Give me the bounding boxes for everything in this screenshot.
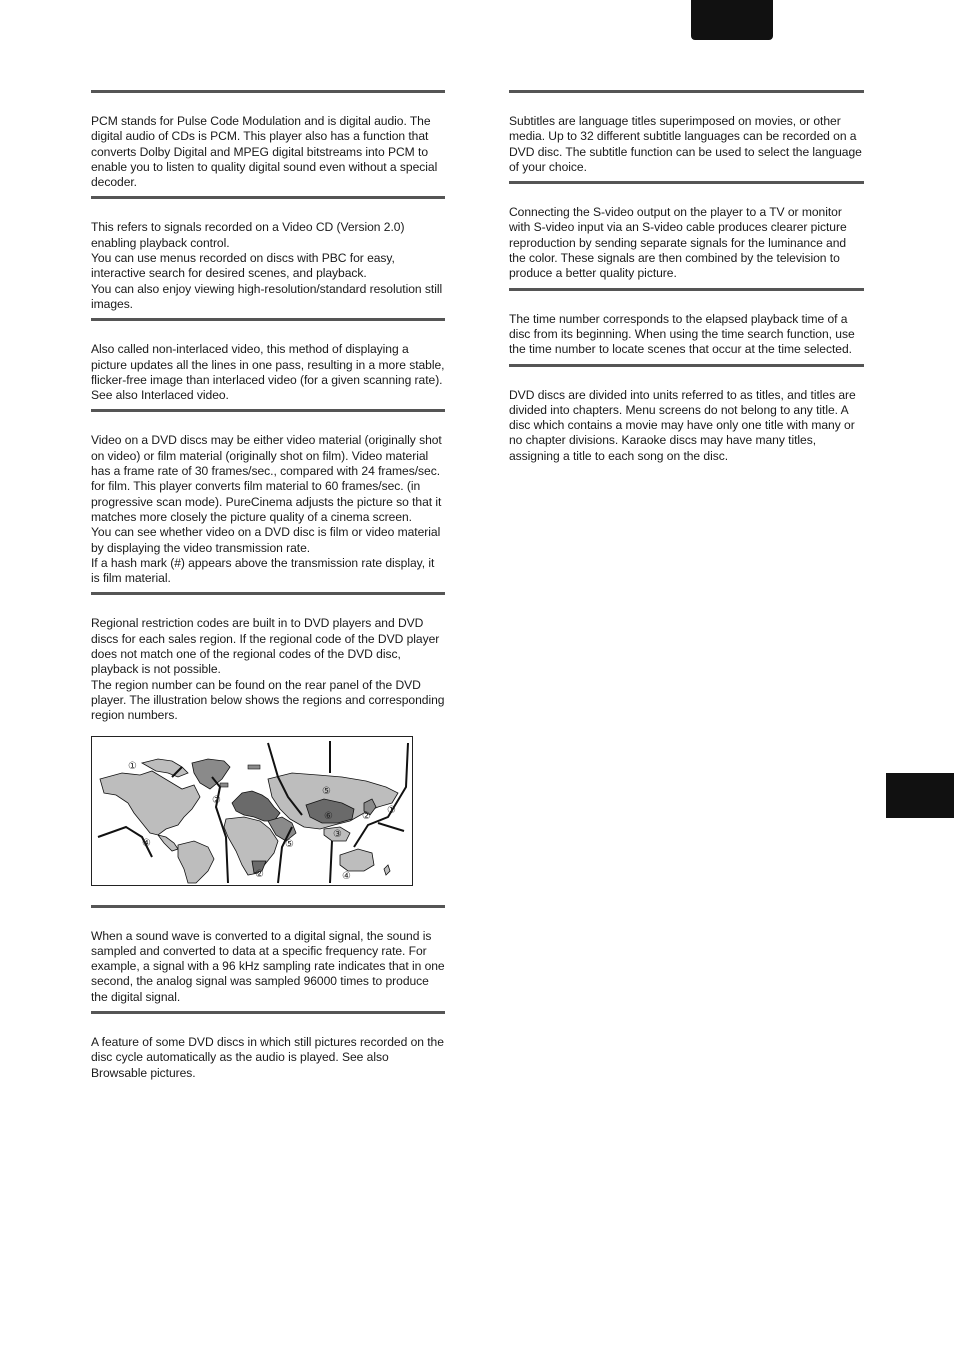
glossary-entry-title-chapter xyxy=(509,364,864,470)
region-label: ⑤ xyxy=(322,785,331,797)
region-label: ② xyxy=(362,810,371,822)
entry-text: When a sound wave is converted to a digital signal, the sound is sampled and converted to data at a specific frequency rate. For example, a signal with a 96 kHz sampling rate indicates that in one second, the analog signal was sampled 96000 times to produce the digital signal. xyxy=(91,928,445,1004)
entry-text: Regional restriction codes are built in to DVD players and DVD discs for each sales region. If the regional code of the DVD player does not match one of the regional codes of the DVD disc, playback is not possible. xyxy=(91,616,440,677)
chapter-tab-side xyxy=(886,773,954,818)
central-america-shape xyxy=(158,835,178,851)
glossary-entry-pcm xyxy=(91,90,445,196)
island-shape xyxy=(248,765,260,769)
entry-text: You can see whether video on a DVD disc is film or video material by displaying the video transmission rate. xyxy=(91,525,441,555)
region-label: ③ xyxy=(333,828,342,840)
australia-shape xyxy=(340,849,374,871)
entry-text: If a hash mark (#) appears above the transmission rate display, it is film material. xyxy=(91,555,435,586)
glossary-entry-time-number xyxy=(509,288,864,364)
island-shape xyxy=(220,783,228,787)
region-boundary-line xyxy=(378,823,404,831)
glossary-entry-region-code xyxy=(91,592,445,904)
region-label: ② xyxy=(212,794,221,806)
glossary-entry-s-video xyxy=(509,181,864,287)
region-label: ① xyxy=(387,804,396,816)
entry-text: The time number corresponds to the elapsed playback time of a disc from its beginning. When using the time search function, use the time number to locate scenes that occur at the time selected. xyxy=(509,311,855,357)
entry-text: Video on a DVD discs may be either video material (originally shot on video) or film material (originally shot on film). Video material has a frame rate of 30 frames/sec., compared with 24 frames/sec. for film. This player converts film material to 60 frames/sec. (in progressive scan mode). PureCinema adjusts the picture so that it matches more closely the picture quality of a cinema screen. xyxy=(91,433,442,524)
glossary-entry-slideshow xyxy=(91,1011,445,1087)
glossary-entry-sampling-frequency xyxy=(91,905,445,1011)
region-label: ⑤ xyxy=(285,838,294,850)
entry-text: You can also enjoy viewing high-resolution/standard resolution still images. xyxy=(91,281,443,311)
entry-text: Subtitles are language titles superimposed on movies, or other media. Up to 32 different subtitle languages can be recorded on a DVD disc. The subtitle function can be used to select the language of your choice. xyxy=(509,114,862,174)
entry-text: This refers to signals recorded on a Video CD (Version 2.0) enabling playback control. xyxy=(91,220,405,250)
region-map xyxy=(91,736,413,886)
region-label: ⑥ xyxy=(324,810,333,822)
south-america-shape xyxy=(178,841,214,883)
region-label: ④ xyxy=(142,837,151,849)
entry-text: A feature of some DVD discs in which still pictures recorded on the disc cycle automatically as the audio is played. See also Browsable pictures. xyxy=(91,1034,444,1080)
entry-text: Connecting the S-video output on the player to a TV or monitor with S-video input via an S-video cable produces clearer picture reproduction by sending separate signals for the luminance and the color. These signals are then combined by the television to produce a better quality picture. xyxy=(509,205,847,281)
glossary-entry-progressive-scan xyxy=(91,318,445,409)
entry-text: You can use menus recorded on discs with PBC for easy, interactive search for desired scenes, and playback. xyxy=(91,251,395,281)
left-column xyxy=(91,90,445,1087)
region-label: ④ xyxy=(342,870,351,882)
north-america-shape xyxy=(100,771,200,835)
region-boundary-line xyxy=(330,841,332,883)
right-column xyxy=(509,90,864,470)
region-label: ② xyxy=(255,868,264,880)
entry-text: DVD discs are divided into units referred to as titles, and titles are divided into chapters. Menu screens do not belong to any title. A disc which contains a movie may have only one title with many or no chapter divisions. Karaoke discs may have many titles, assigning a title to each song on the disc. xyxy=(509,387,856,463)
chapter-tab-top xyxy=(691,0,773,40)
glossary-entry-pbc xyxy=(91,196,445,318)
glossary-entry-purecinema xyxy=(91,409,445,592)
new-zealand-shape xyxy=(384,865,390,875)
glossary-entry-subtitles xyxy=(509,90,864,181)
entry-text: The region number can be found on the rear panel of the DVD player. The illustration below shows the regions and corresponding region numbers. xyxy=(91,677,445,723)
africa-shape xyxy=(224,817,278,875)
entry-text: PCM stands for Pulse Code Modulation and is digital audio. The digital audio of CDs is PCM. This player also has a function that converts Dolby Digital and MPEG digital bitstreams into PCM to enable you to listen to quality digital sound even without a special decoder. xyxy=(91,114,438,190)
entry-text: Also called non-interlaced video, this method of displaying a picture updates all the lines in one pass, resulting in a more stable, flicker-free image than interlaced video (for a given scanning rate). See also Interlaced video. xyxy=(91,342,445,403)
region-label: ① xyxy=(128,760,137,772)
